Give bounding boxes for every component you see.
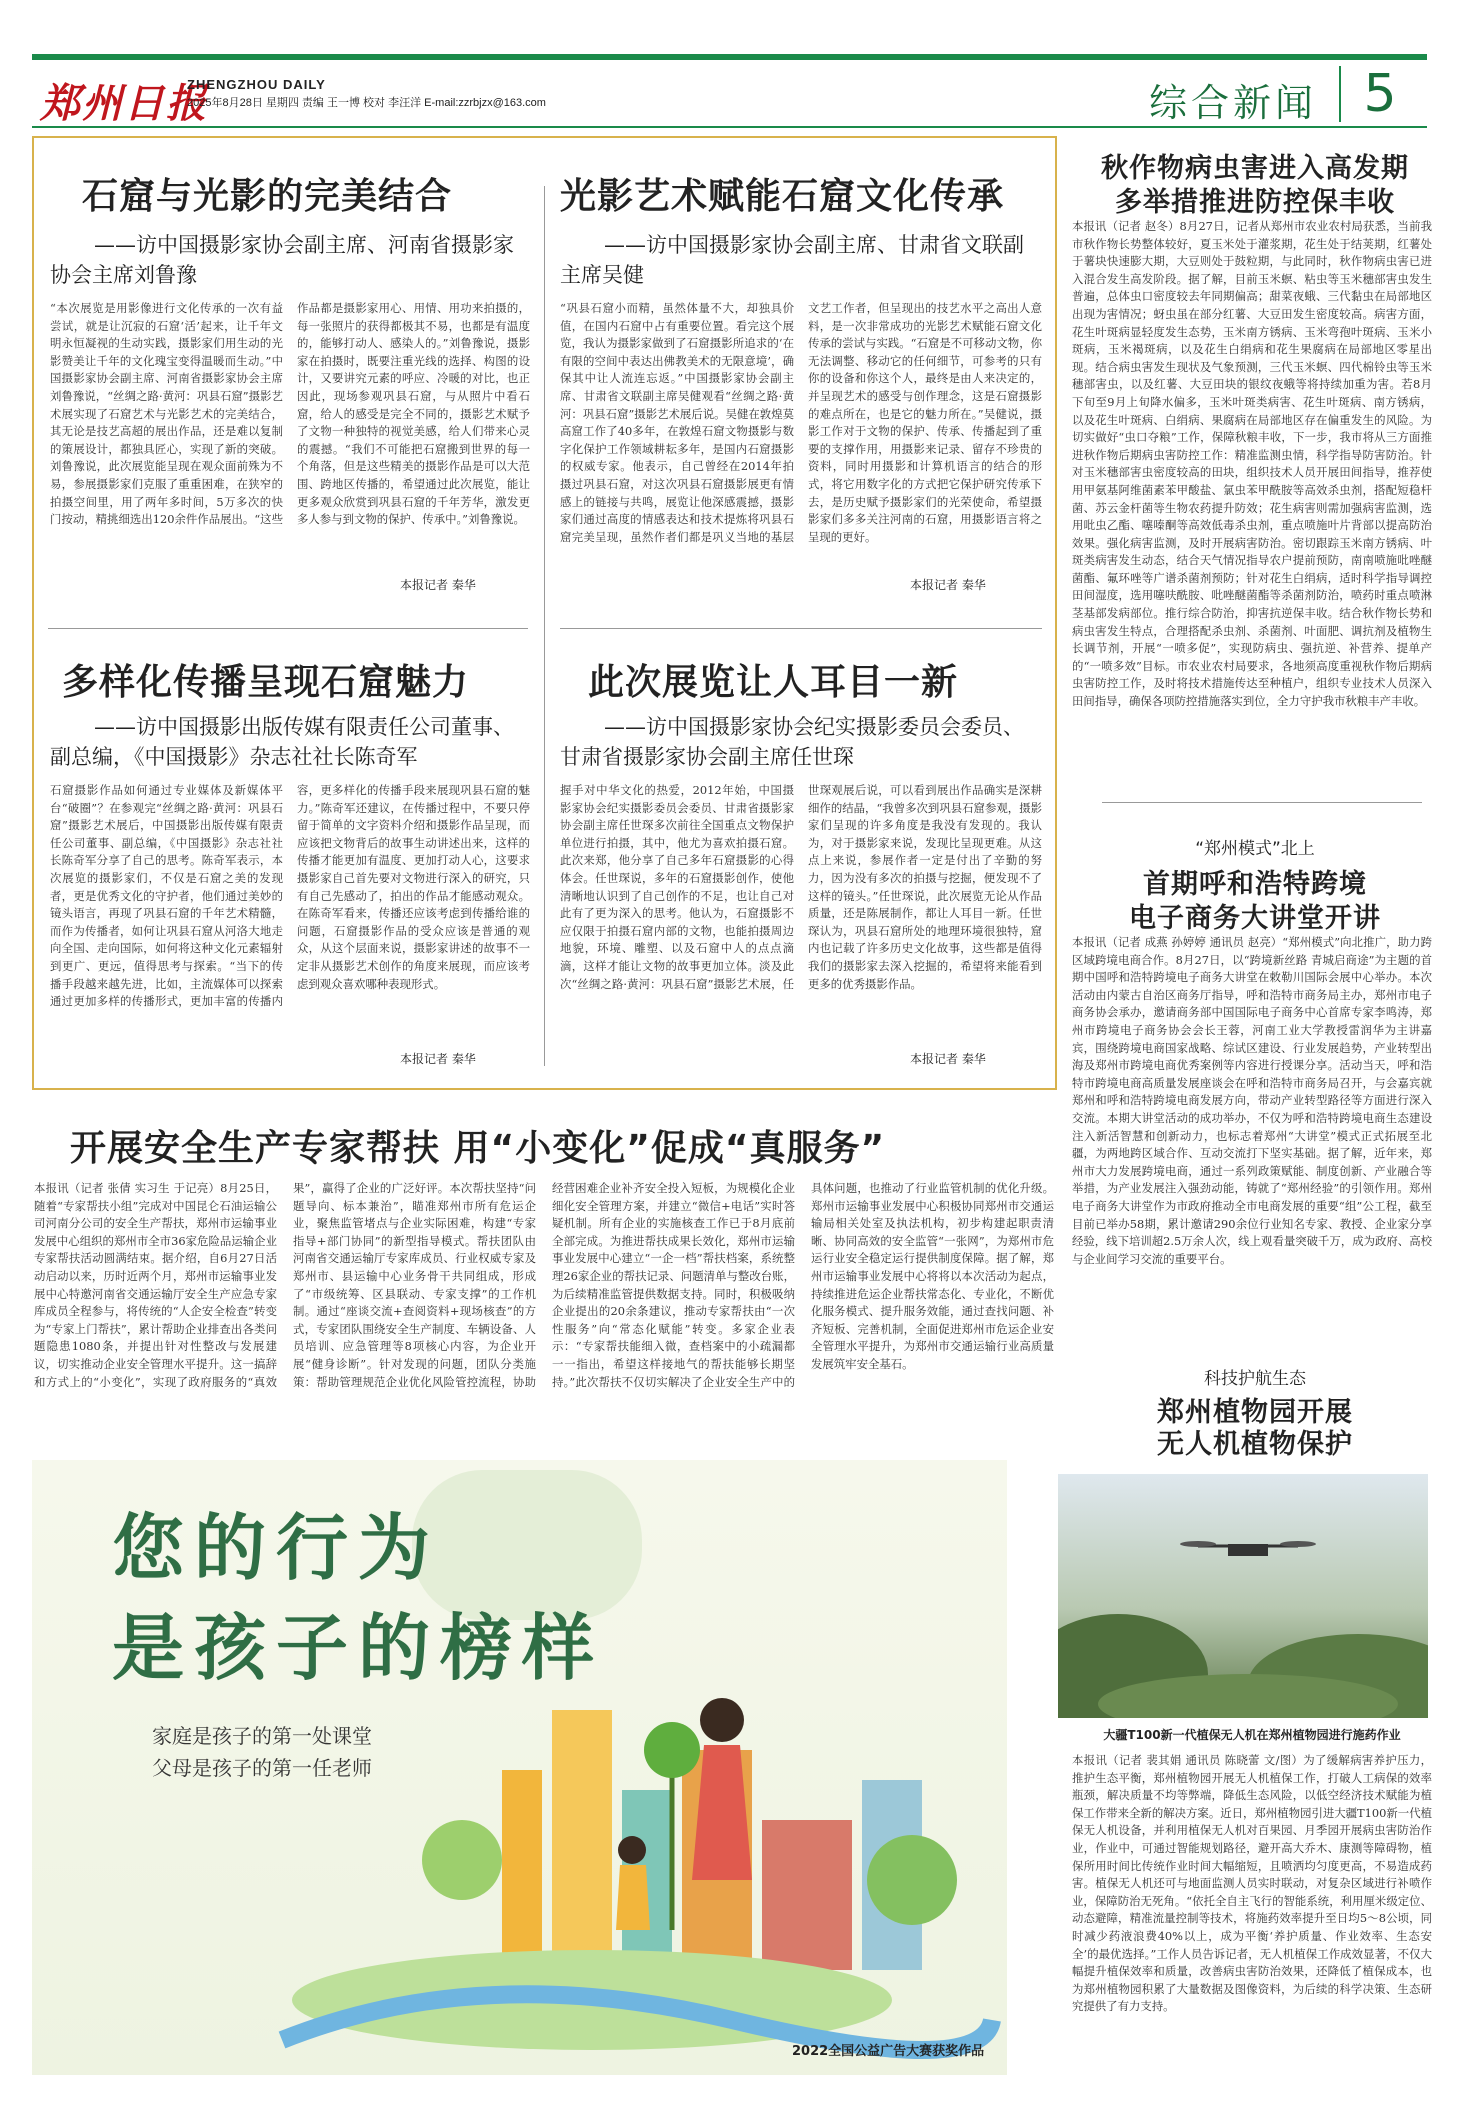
article-title: 电子商务大讲堂开讲 bbox=[1129, 903, 1381, 934]
article-title: 多样化传播呈现石窟魅力 bbox=[62, 662, 470, 703]
article-title: 石窟与光影的完美结合 bbox=[82, 176, 453, 217]
ad-slogan-1: 家庭是孩子的第一处课堂 bbox=[152, 1724, 372, 1748]
english-name: ZHENGZHOU DAILY bbox=[187, 77, 326, 92]
article-subtitle: ——访中国摄影出版传媒有限责任公司董事、副总编，《中国摄影》杂志社社长陈奇军 bbox=[50, 715, 514, 769]
article-byline: 本报记者 秦华 bbox=[400, 1052, 476, 1066]
article-subtitle: ——访中国摄影家协会副主席、甘肃省文联副主席吴健 bbox=[560, 233, 1024, 287]
article-title: 无人机植物保护 bbox=[1157, 1429, 1353, 1460]
article-body: 本报讯（记者 张倩 实习生 于记亮）8月25日，随着“专家帮扶小组”完成对中国昆仑石油运输公司河南分公司的安全生产帮扶，郑州市运输事业发展中心组织的郑州市全市36家危险品运输企业专家帮扶活动圆满结束。据介绍，自6月27日活动启动以来，历时近两个月，郑州市运输事业发展中心特邀河南省交通运输厅安全生产应急专家库成员全程参与，将传统的“人企安全检查”转变为“专家上门帮扶”，累计帮助企业排查出各类问题隐患1080条，并提出针对性整改与发展建议，切实推动企业安全管理水平提升。这一搞辞和方式上的“小变化”，实现了政府服务的“真效果”，赢得了企业的广泛好评。本次帮扶坚持“问题导向、标本兼治”，瞄准郑州市所有危运企业，聚焦监管堵点与企业实际困难，构建“专家指导+部门协同”的新型指导模式。帮扶团队由河南省交通运输厅专家库成员、行业权威专家及郑州市、县运输中心业务骨干共同组成，形成了“市级统筹、区县联动、专家支撑”的工作机制。通过“座谈交流+查阅资料+现场核查”的方式，专家团队围绕安全生产制度、车辆设备、人员培训、应急管理等8项核心内容，为企业开展“健身诊断”。针对发现的问题，团队分类施策：帮助管理规范企业优化风险管控流程，协助经营困难企业补齐安全投入短板，为规模化企业细化安全管理方案，并建立“微信+电话”实时答疑机制。所有企业的实施核查工作已于8月底前全部完成。为推进帮扶成果长效化，郑州市运输事业发展中心建立“一企一档”帮扶档案，系统整理26家企业的帮扶记录、问题清单与整改台账，为后续精准监管提供数据支持。同时，积极吸纳企业提出的20余条建议，推动专家帮扶由“一次性服务”向“常态化赋能”转变。多家企业表示：“专家帮扶能细入微，查档案中的小疏漏都一一指出，希望这样接地气的帮扶能够长期坚持。”此次帮扶不仅切实解决了企业安全生产中的具体问题，也推动了行业监管机制的优化升级。郑州市运输事业发展中心积极协同郑州市交通运输局相关处室及执法机构，初步构建起职责清晰、协同高效的安全监管“一张网”，为郑州市危运行业安全稳定运行提供制度保障。据了解，郑州市运输事业发展中心将将以本次活动为起点，持续推进危运企业帮扶常态化、专业化，不断优化服务模式、提升服务效能，通过查找问题、补齐短板、完善机制，全面促进郑州市危运企业安全管理水平提升，为郑州市交通运输行业高质量发展筑牢安全基石。 bbox=[34, 1181, 1054, 1389]
article-title: 首期呼和浩特跨境 bbox=[1143, 869, 1367, 900]
article-body: 本报讯（记者 赵冬）8月27日，记者从郑州市农业农村局获悉，当前我市秋作物长势整体较好，夏玉米处于灌浆期，花生处于结荚期，红薯处于薯块快速膨大期，大豆则处于鼓粒期，与此同时，秋作物病虫害已进入混合发生高发阶段。据了解，目前玉米螟、粘虫等玉米穗部害虫发生普遍，总体虫口密度较去年同期偏高；甜菜夜蛾、三代黏虫在局部地区出现为害情况；蚜虫虽在部分红薯、大豆田发生密度较高。病害方面，花生叶斑病显轻度发生态势，玉米南方锈病、玉米弯孢叶斑病、玉米小斑病，玉米褐斑病，以及花生白绢病和花生果腐病在局部地区零星出现。结合病虫害发生现状及气象预测，三代玉米螟、四代棉铃虫等玉米穗部害虫，以及红薯、大豆田块的银纹夜蛾等将持续加重为害。若8月下旬至9月上旬降水偏多，玉米叶斑类病害、花生叶斑病、南方锈病，以及花生叶斑病、白绢病、果腐病在局部地区存在偏重发生的风险。为切实做好“虫口夺粮”工作，保障秋粮丰收，下一步，我市将从三方面推进秋作物后期病虫害防控工作：精准监测虫情，科学指导防害防治。针对玉米穗部害虫密度较高的田块，组织技术人员开展田间指导，推荐使用甲氨基阿维菌素苯甲酸盐、氯虫苯甲酰胺等高效杀虫剂，搭配短稳杆菌、苏云金杆菌等生物农药提升防效；花生病害则需加强病害监测，选用吡虫乙酯、噻嗪酮等高效低毒杀虫剂，重点喷施叶片背部以提高防治效果。强化病害监测，及时开展病害防治。密切跟踪玉米南方锈病、叶斑类病害发生动态，结合天气情况指导农户提前预防，南南喷施吡唑醚菌酯、氟环唑等广谱杀菌剂预防；针对花生白绢病，适时科学指导调控田间湿度，选用噻呋酰胺、吡唑醚菌酯等杀菌剂防治，喷药时重点喷淋茎基部发病部位。推行综合防治，抑害抗逆保丰收。结合秋作物长势和病虫害发生特点，合理搭配杀虫剂、杀菌剂、叶面肥、调抗剂及植物生长调节剂，开展“一喷多促”，实现防病虫、强抗逆、补营养、提单产的“一喷多效”目标。市农业农村局要求，各地须高度重视秋作物后期病虫害防控工作，及时将技术措施传达至种植户，组织专业技术人员深入田间指导，确保各项防控措施落实到位，全力守护我市秋粮丰产丰收。 bbox=[1072, 219, 1432, 709]
ad-headline-2: 是孩子的榜样 bbox=[112, 1606, 605, 1690]
dateline: 2025年8月28日 星期四 责编 王一博 校对 李汪洋 E-mail:zzrbjzx@163.com bbox=[187, 97, 546, 109]
row-divider bbox=[1102, 802, 1422, 803]
page-number: 5 bbox=[1339, 66, 1419, 122]
article-title: 郑州植物园开展 bbox=[1157, 1397, 1353, 1428]
top-rule bbox=[32, 54, 1427, 60]
column-divider bbox=[544, 186, 545, 1066]
public-service-ad bbox=[32, 1460, 1007, 2075]
article-title: 此次展览让人耳目一新 bbox=[588, 662, 959, 703]
row-divider bbox=[560, 628, 1042, 629]
article-body: 石窟摄影作品如何通过专业媒体及新媒体平台“破圈”？在参观完“丝绸之路·黄河：巩县石窟”摄影艺术展后，中国摄影出版传媒有限责任公司董事、副总编，《中国摄影》杂志社社长陈奇军分享了自己的思考。陈奇军表示，本次展览的摄影家们，不仅是石窟之美的发现者，更是优秀文化的守护者，他们通过美妙的镜头语言，再现了巩县石窟的千年艺术精髓，而作为传播者，如何让巩县石窟从河洛大地走向全国、走向国际，如何将这种文化元素辐射到更广、更远，值得思考与探索。“当下的传播手段越来越先进，比如，主流媒体可以探索通过更加多样的传播形式，更加丰富的传播内容，更多样化的传播手段来展现巩县石窟的魅力。”陈奇军还建议，在传播过程中，不要只停留于简单的文字资料介绍和摄影作品呈现，而应该把文物背后的故事生动讲述出来，这样的传播才能更加有温度、更加打动人心，这要求摄影家自己首先要对文物进行深入的研究，只有自己先感动了，拍出的作品才能感动观众。在陈奇军看来，传播还应该考虑到传播给谁的问题，石窟摄影作品的受众应该是普通的观众，从这个层面来说，摄影家讲述的故事不一定非从摄影艺术创作的角度来展现，而应该考虑到观众喜欢哪种表现形式。 bbox=[50, 783, 530, 1009]
article-subtitle: ——访中国摄影家协会纪实摄影委员会委员、甘肃省摄影家协会副主席任世琛 bbox=[560, 715, 1024, 769]
article-title: 开展安全生产专家帮扶 用“小变化”促成“真服务” bbox=[70, 1128, 886, 1169]
ad-headline-1: 您的行为 bbox=[112, 1506, 441, 1590]
article-title: 光影艺术赋能石窟文化传承 bbox=[560, 176, 1005, 217]
article-byline: 本报记者 秦华 bbox=[400, 578, 476, 592]
masthead bbox=[32, 66, 1427, 128]
masthead-meta bbox=[187, 76, 546, 112]
section-title: 综合新闻 bbox=[1148, 81, 1317, 125]
article-body: 本报讯（记者 裴其娟 通讯员 陈晓蕾 文/图）为了缓解病害养护压力，推护生态平衡，郑州植物园开展无人机植保工作，打破人工病保的效率瓶颈，解决质量不均等弊端，降低生态风险，以低空经济技术赋能为植保工作带来全新的解决方案。近日，郑州植物园引进大疆T100新一代植保无人机设备，并利用植保无人机对百果园、月季园开展病虫害防治作业，作业中，可通过智能规划路径，避开高大乔木、康测等障碍物，植保所用时间比传统作业时间大幅缩短，且喷洒均匀度更高，不易造成药害。植保无人机还可与地面监测人员实时联动，对复杂区域进行补喷作业，保障防治无死角。“依托全自主飞行的智能系统，利用厘米级定位、动态避障，精准流量控制等技术，将施药效率提升至日均5～8公顷，同时减少药液浪费40%以上，成为平衡‘养护质量、作业效率、生态安全’的最优选择。”工作人员告诉记者，无人机植保工作成效显著，不仅大幅提升植保效率和质量，改善病虫害防治效果，还降低了植保成本，也为郑州植物园积累了大量数据及图像资料，为后续的科学决策、生态研究提供了有力支持。 bbox=[1072, 1753, 1432, 2014]
article-title: 多举措推进防控保丰收 bbox=[1115, 187, 1395, 218]
newspaper-logo: 郑州日报 bbox=[40, 80, 208, 127]
article-subtitle: ——访中国摄影家协会副主席、河南省摄影家协会主席刘鲁豫 bbox=[50, 233, 514, 287]
article-byline: 本报记者 秦华 bbox=[910, 578, 986, 592]
row-divider bbox=[48, 628, 528, 629]
article-title: 秋作物病虫害进入高发期 bbox=[1101, 153, 1409, 184]
article-kicker: 科技护航生态 bbox=[1204, 1369, 1306, 1389]
drone-illustration bbox=[1058, 1474, 1428, 1718]
ad-slogan-2: 父母是孩子的第一任老师 bbox=[152, 1756, 372, 1780]
article-body: 本报讯（记者 成燕 孙婷婷 通讯员 赵亮）“郑州模式”向北推广，助力跨区域跨境电商合作。8月27日，以“跨境新丝路 青城启商途”为主题的首期中国呼和浩特跨境电子商务大讲堂在敕勒川国际会展中心举办。本次活动由内蒙古自治区商务厅指导，呼和浩特市商务局主办，郑州市电子商务协会承办，邀请商务部中国国际电子商务中心首席专家李鸣涛，郑州市跨境电子商务协会会长王蓉，河南工业大学教授雷润华为主讲嘉宾，围绕跨境电商国家战略、综试区建设、行业发展趋势，产业转型出海及郑州市跨境电商优秀案例等内容进行授课分享。活动当天，呼和浩特市跨境电商高质量发展座谈会在呼和浩特市商务局召开，与会嘉宾就郑州和呼和浩特跨境电商发展方向，带动产业转型路径等方面进行深入交流。本期大讲堂活动的成功举办，不仅为呼和浩特跨境电商生态建设注入新活智慧和创新动力，也标志着郑州“大讲堂”模式正式拓展至北疆，为两地跨区域合作、互动交流打下坚实基础。据了解，近年来，郑州市大力发展跨境电商，通过一系列政策赋能、制度创新、产业融合等举措，为产业发展注入强劲动能，铸就了“郑州经验”的引领作用。郑州电子商务大讲堂作为市政府推动全市电商发展的重要“组”公工程，截至目前已举办58期，累计邀请290余位行业知名专家、教授、企业家分享经验，线下培训超2.5万余人次，线上观看量突破千万，成为政府、高校与企业间学习交流的重要平台。 bbox=[1072, 935, 1432, 1266]
article-kicker: “郑州模式”北上 bbox=[1195, 839, 1315, 859]
ad-award: 2022全国公益广告大赛获奖作品 bbox=[792, 2044, 985, 2059]
drone-photo bbox=[1058, 1474, 1428, 1718]
article-byline: 本报记者 秦华 bbox=[910, 1052, 986, 1066]
photo-caption: 大疆T100新一代植保无人机在郑州植物园进行施药作业 bbox=[1103, 1728, 1401, 1742]
article-body: “巩县石窟小而精，虽然体量不大，却独具价值，在国内石窟中占有重要位置。看完这个展览，我认为摄影家做到了石窟摄影所追求的‘在有限的空间中表达出佛教美术的无限意境’，确保其中让人流连忘返。”中国摄影家协会副主席、甘肃省文联副主席吴健观看“丝绸之路·黄河：巩县石窟”摄影艺术展后说。吴健在敦煌莫高窟工作了40多年，在敦煌石窟文物摄影与数字化保护工作领域耕耘多年，是国内石窟摄影的权威专家。他表示，自己曾经在2014年拍摄过巩县石窟，对这次巩县石窟摄影展更有情感上的链接与共鸣，展览让他深感震撼，摄影家们通过高度的情感表达和技术提炼将巩县石窟完美呈现，虽然作者们都是巩义当地的基层文艺工作者，但呈现出的技艺水平之高出人意料，是一次非常成功的光影艺术赋能石窟文化传承的尝试与实践。“石窟是不可移动文物，你无法调整、移动它的任何细节，可参考的只有你的设备和你这个人，最终是由人来决定的，并呈现艺术的感受与创作理念，这是石窟摄影的难点所在，也是它的魅力所在。”吴健说，摄影工作对于文物的保护、传承、传播起到了重要的支撑作用，用摄影来记录、留存不珍贵的资料，同时用摄影和计算机语言的结合的形式，将它用数字化的方式把它保护研究传承下去，是历史赋予摄影家们的光荣使命，希望摄影家们多多关注河南的石窟，用摄影语言将之呈现的更好。 bbox=[560, 301, 1042, 544]
article-body: 握手对中华文化的热爱，2012年始，中国摄影家协会纪实摄影委员会委员、甘肃省摄影家协会副主席任世琛多次前往全国重点文物保护单位进行拍摄，其中，他尤为喜欢拍摄石窟。此次来郑，他分享了自己多年石窟摄影的心得体会。任世琛说，多年的石窟摄影创作，使他清晰地认识到了自己创作的不足，也让自己对此有了更为深入的思考。他认为，石窟摄影不应仅限于拍摄石窟内部的文物，也能拍摄周边地貌，环境、雕塑、以及石窟中人的点点滴滴，这样才能让文物的故事更加立体。淡及此次“丝绸之路·黄河：巩县石窟”摄影艺术展，任世琛观展后说，可以看到展出作品确实是深耕细作的结晶，“我曾多次到巩县石窟参观，摄影家们呈现的许多角度是我没有发现的。我认为，对于摄影家来说，发现比呈现更难。从这点上来说，参展作者一定是付出了辛勤的努力，因为没有多次的拍摄与挖掘，便发现不了这样的镜头。”任世琛说，此次展览无论从作品质量，还是陈展制作，都让人耳目一新。任世琛认为，巩县石窟所处的地理环境很独特，窟内也记载了许多历史文化故事，这些都是值得我们的摄影家去深入挖掘的，希望将来能看到更多的优秀摄影作品。 bbox=[560, 783, 1042, 991]
article-body: “本次展览是用影像进行文化传承的一次有益尝试，就是让沉寂的石窟‘活’起来，让千年文明永恒凝视的生动实践，摄影家们用生动的光影赞美让千年的文化瑰宝变得温暖而生动。”中国摄影家协会副主席、河南省摄影家协会主席刘鲁豫说，“丝绸之路·黄河：巩县石窟”摄影艺术展实现了石窟艺术与光影艺术的完美结合，其无论是技艺高超的展出作品，还是难以复制的策展设计，都独具匠心，实现了新的突破。刘鲁豫说，此次展览能呈现在观众面前殊为不易，参展摄影家们克服了重重困难，在狭窄的拍摄空间里，用了两年多时间，5万多次的快门按动，精挑细选出120余件作品展出。“这些作品都是摄影家用心、用情、用功来拍摄的，每一张照片的获得都极其不易，也都是有温度的，能够打动人、感染人的。”刘鲁豫说，摄影家在拍摄时，既要注重光线的选择、构图的设计，又要讲究元素的呼应、冷暖的对比，也正因此，现场参观巩县石窟，与从照片中看石窟，给人的感受是完全不同的，摄影艺术赋予了文物一种独特的视觉美感，给人们带来心灵的震撼。“我们不可能把石窟搬到世界的每一个角落，但是这些精美的摄影作品是可以大范围、跨地区传播的，希望通过此次展览，能让更多观众欣赏到巩县石窟的千年芳华，激发更多人参与到文物的保护、传承中。”刘鲁豫说。 bbox=[50, 301, 530, 527]
